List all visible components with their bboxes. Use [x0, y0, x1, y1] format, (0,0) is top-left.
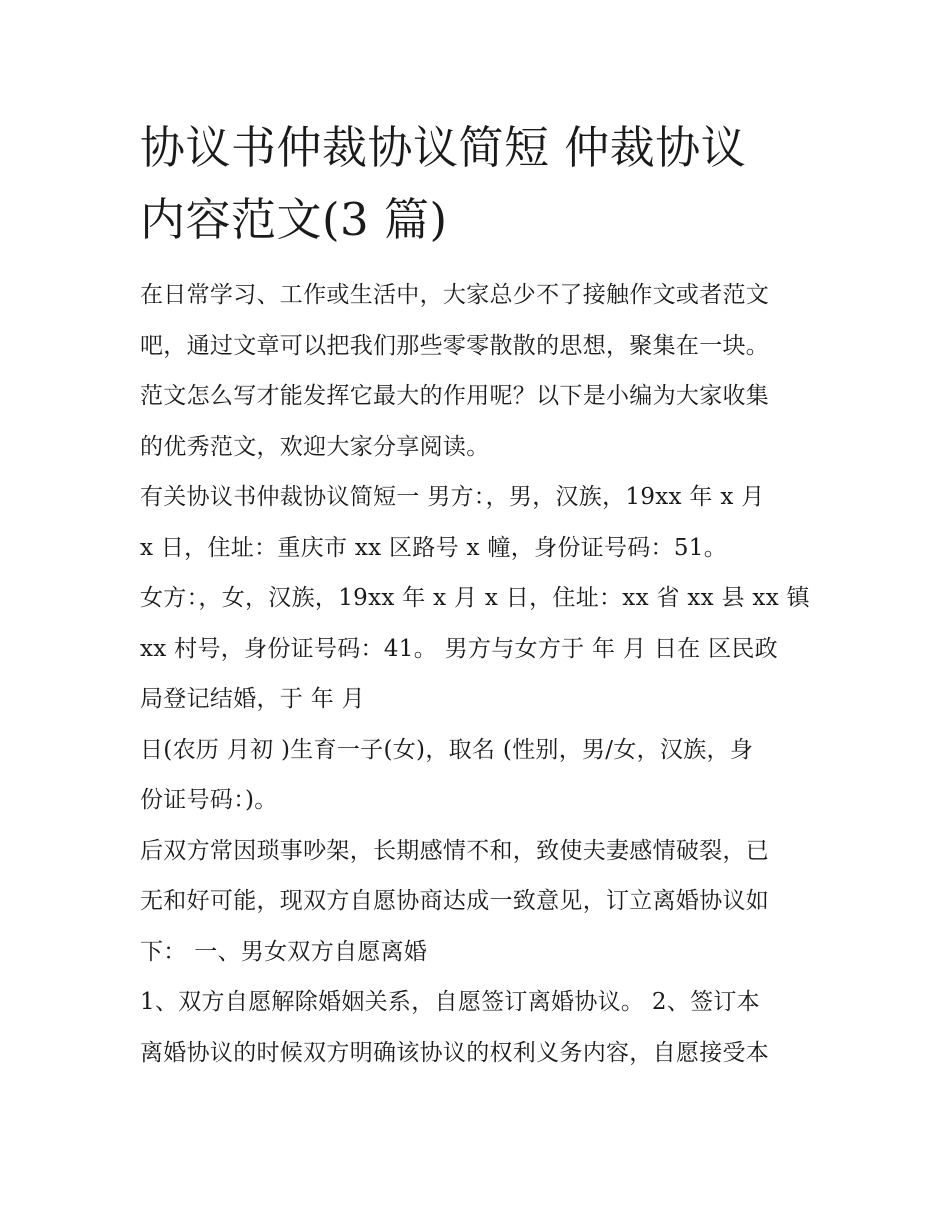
- document-body: [140, 112, 820, 1078]
- document-title: 协议书仲裁协议简短 仲裁协议 内容范文(3 篇): [140, 121, 747, 246]
- paragraph-agreement-intro: 后双方常因琐事吵架，长期感情不和，致使夫妻感情破裂，已 无和好可能，现双方自愿协商达成一致意见，订立离婚协议如 下： 一、男女双方自愿离婚: [140, 837, 770, 965]
- paragraph-child: 日(农历 月初 )生育一子(女)，取名 (性别，男/女，汉族，身 份证号码：)。: [140, 736, 754, 813]
- paragraph-female-party: 女方：，女，汉族，19xx 年 x 月 x 日，住址：xx 省 xx 县 xx 镇 xx 村号，身份证号码：41。 男方与女方于 年 月 日在 区民政 局登记结婚，于 年 月: [140, 585, 810, 712]
- paragraph-male-party: 有关协议书仲裁协议简短一 男方：，男，汉族，19xx 年 x 月 x 日，住址：重庆市 xx 区路号 x 幢，身份证号码：51。: [140, 484, 765, 561]
- paragraph-clause-1: 1、双方自愿解除婚姻关系，自愿签订离婚协议。 2、签订本 离婚协议的时候双方明确该协议的权利义务内容，自愿接受本: [140, 989, 770, 1066]
- paragraph-intro: 在日常学习、工作或生活中，大家总少不了接触作文或者范文 吧，通过文章可以把我们那些零零散散的思想，聚集在一块。 范文怎么写才能发挥它最大的作用呢？以下是小编为大家收集 的优秀范文，欢迎大家分享阅读。: [140, 282, 770, 460]
